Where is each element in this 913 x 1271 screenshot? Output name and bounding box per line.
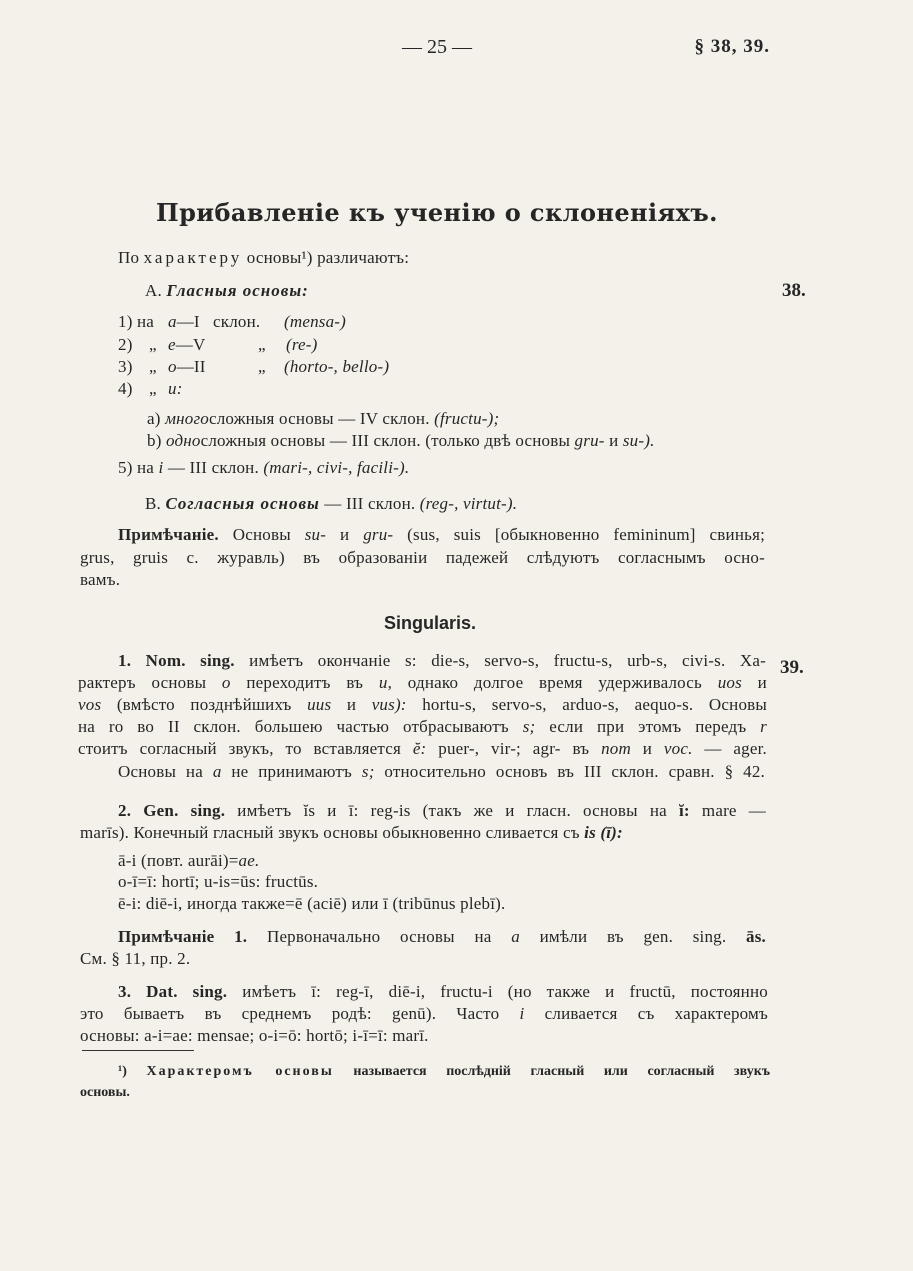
text-run: hortu-s, servo-s, arduo-s, aequo-s. Основы: [406, 695, 767, 714]
list-item: [0, 356, 913, 378]
text-run: a): [147, 409, 166, 428]
italic-term: nom: [601, 739, 631, 758]
spaced-term: характеру: [143, 248, 243, 267]
text-run: А.: [145, 281, 167, 300]
text-run: сложныя основы — III склон. (только двѣ основы: [200, 431, 575, 450]
italic-term: ae.: [238, 851, 260, 870]
italic-term: u: [378, 673, 388, 692]
italic-term: vus):: [371, 695, 407, 714]
text-run: и: [630, 739, 664, 758]
list-number: 2): [118, 335, 133, 354]
margin-section-number: 39.: [780, 657, 804, 678]
bold-term: ĭ:: [679, 801, 690, 820]
subheading-consonant-stems: [145, 493, 517, 515]
italic-term: (mensa-): [284, 312, 347, 331]
italic-term: (fructu-);: [434, 409, 500, 428]
bold-term: ās.: [746, 927, 766, 946]
paragraph-line: [118, 761, 765, 783]
italic-term: uus: [307, 695, 332, 714]
text-run: не принимаютъ: [221, 762, 362, 781]
italic-term: (mari-, civi-, facili-).: [263, 458, 410, 477]
list-item: [0, 378, 913, 400]
list-item: [0, 334, 913, 356]
text-run: на ro во II склон. большею частью отбрасываютъ: [78, 717, 523, 736]
paragraph-line: основы: a-i=ae: mensae; o-i=ō: hortō; i-ī=ī: marī.: [80, 1026, 429, 1045]
case-label: 3. Dat. sing.: [118, 982, 228, 1001]
footnote-line: [118, 1062, 770, 1082]
paragraph-line: [78, 672, 767, 694]
section-reference: § 38, 39.: [694, 36, 770, 57]
italic-term: gru-: [574, 431, 605, 450]
text-run: b): [147, 431, 167, 450]
text-run: относительно основъ въ III склон. сравн. § 42.: [374, 762, 765, 781]
vowel-rule-line: [118, 850, 259, 872]
text-run: на: [137, 312, 155, 331]
text-run: склон.: [213, 312, 261, 331]
text-run: ā-i (повт. aurāi)=: [118, 851, 239, 870]
page-number: — 25 —: [402, 36, 472, 58]
note-label: Примѣчаніе 1.: [118, 927, 248, 946]
footnote-marker: ¹): [118, 1064, 147, 1079]
text-run: —V: [175, 335, 206, 354]
text-run: имѣетъ ī: reg-ī, diē-i, fructu-i (но также и fructū, постоянно: [227, 982, 768, 1001]
text-run: mare —: [689, 801, 766, 820]
intro-line: [118, 247, 409, 269]
sub-list-item: [147, 430, 655, 452]
text-run: и: [604, 431, 623, 450]
note-line: См. § 11, пр. 2.: [80, 949, 191, 968]
footnote-rule: [82, 1050, 194, 1051]
text-run: имѣли въ gen. sing.: [519, 927, 747, 946]
italic-term: o: [221, 673, 231, 692]
text-run: и: [326, 525, 364, 544]
italic-term: s;: [522, 717, 536, 736]
text-run: имѣетъ ĭs и ī: reg-is (такъ же и гласн. основы на: [225, 801, 679, 820]
paragraph-line: [78, 716, 767, 738]
text-run: (вмѣсто позднѣйшихъ: [101, 695, 308, 714]
chapter-title: Прибавленіе къ ученію о склоненіяхъ.: [156, 198, 718, 227]
italic-term: (horto-, bello-): [284, 357, 390, 376]
list-item: [0, 311, 913, 333]
italic-term: is (ī):: [584, 823, 623, 842]
italic-term: uos: [717, 673, 742, 692]
ditto-mark: „: [258, 335, 266, 354]
italic-term: ĕ:: [412, 739, 427, 758]
italic-term: voc.: [663, 739, 693, 758]
text-run: Первоначально основы на: [247, 927, 512, 946]
sub-list-item: [147, 408, 499, 430]
note-line: [118, 926, 766, 948]
text-run: — III склон.: [163, 458, 264, 477]
text-run: стоитъ согласный звукъ, то вставляется: [78, 739, 413, 758]
text-run: сливается съ характеромъ: [524, 1004, 768, 1023]
italic-term: e: [168, 335, 176, 354]
text-run: — III склон.: [319, 494, 420, 513]
text-run: называется послѣдній гласный или согласный звукъ: [333, 1064, 770, 1079]
list-number: 1): [118, 312, 133, 331]
italic-term: Согласныя основы: [165, 494, 320, 513]
paragraph-line: [80, 1003, 768, 1025]
text-run: 5) на: [118, 458, 159, 477]
section-heading-singularis: Singularis.: [383, 613, 477, 633]
text-run: В.: [145, 494, 166, 513]
italic-term: gru-: [363, 525, 394, 544]
text-run: рактеръ основы: [78, 673, 222, 692]
italic-term: a: [511, 927, 520, 946]
italic-term: su-).: [622, 431, 655, 450]
list-item: [118, 457, 409, 479]
note-label: Примѣчаніе.: [118, 525, 219, 544]
ditto-mark: „: [149, 357, 157, 376]
text-run: marīs). Конечный гласный звукъ основы обыкновенно сливается съ: [80, 823, 585, 842]
italic-term: i: [158, 458, 164, 477]
text-run: сложныя основы — IV склон.: [208, 409, 435, 428]
spaced-term: Характеромъ основы: [146, 1064, 334, 1079]
italic-term: su-: [304, 525, 327, 544]
vowel-rule-line: ē-i: diē-i, иногда также=ē (aciē) или ī (tribūnus plebī).: [118, 894, 506, 913]
note-line: grus, gruis c. журавль) въ образованіи падежей слѣдуютъ согласнымъ осно-: [80, 548, 765, 567]
text-run: , однако долгое время удерживалось: [387, 673, 718, 692]
paragraph-line: [118, 981, 768, 1003]
case-label: 1. Nom. sing.: [118, 651, 235, 670]
italic-term: i: [519, 1004, 525, 1023]
text-run: —II: [176, 357, 206, 376]
italic-term: r: [760, 717, 767, 736]
ditto-mark: „: [258, 357, 266, 376]
case-label: 2. Gen. sing.: [118, 801, 226, 820]
text-run: и: [331, 695, 372, 714]
italic-term: o: [168, 357, 177, 376]
paragraph-line: [78, 738, 767, 760]
text-run: имѣетъ окончаніе s: die-s, servo-s, fructu-s, urb-s, civi-s. Ха-: [234, 651, 766, 670]
list-number: 4): [118, 379, 133, 398]
text-run: и: [741, 673, 767, 692]
paragraph-line: [118, 650, 766, 672]
italic-term: a: [168, 312, 177, 331]
ditto-mark: „: [149, 379, 157, 398]
paragraph-line: [118, 800, 766, 822]
text-run: Основы: [218, 525, 305, 544]
footnote-line: основы.: [80, 1085, 130, 1100]
text-run: (sus, suis [обыкновенно femininum] свинья;: [393, 525, 766, 544]
ditto-mark: „: [149, 335, 157, 354]
text-run: основы¹) различаютъ:: [242, 248, 410, 267]
italic-term: (re-): [286, 335, 318, 354]
text-run: — ager.: [692, 739, 767, 758]
italic-term: u:: [168, 379, 183, 398]
italic-term: vos: [78, 695, 102, 714]
italic-term: s;: [361, 762, 375, 781]
subheading-vowel-stems: [145, 280, 309, 302]
paragraph-line: [80, 822, 623, 844]
vowel-rule-line: o-ī=ī: hortī; u-is=ūs: fructūs.: [118, 872, 319, 891]
text-run: Основы на: [118, 762, 213, 781]
text-run: —I: [176, 312, 200, 331]
text-run: переходитъ въ: [230, 673, 379, 692]
italic-term: Гласныя основы:: [166, 281, 309, 300]
italic-term: a: [212, 762, 222, 781]
italic-term: (reg-, virtut-).: [419, 494, 518, 513]
note-line: [118, 524, 765, 546]
italic-term: много: [165, 409, 209, 428]
list-number: 3): [118, 357, 133, 376]
italic-term: одно: [166, 431, 201, 450]
margin-section-number: 38.: [782, 280, 806, 301]
text-run: puer-, vir-; agr- въ: [426, 739, 602, 758]
note-line: вамъ.: [80, 570, 121, 589]
text-run: это бываетъ въ среднемъ родѣ: genū). Часто: [80, 1004, 520, 1023]
text-run: если при этомъ передъ: [535, 717, 761, 736]
text-run: По: [118, 248, 144, 267]
paragraph-line: [78, 694, 767, 716]
